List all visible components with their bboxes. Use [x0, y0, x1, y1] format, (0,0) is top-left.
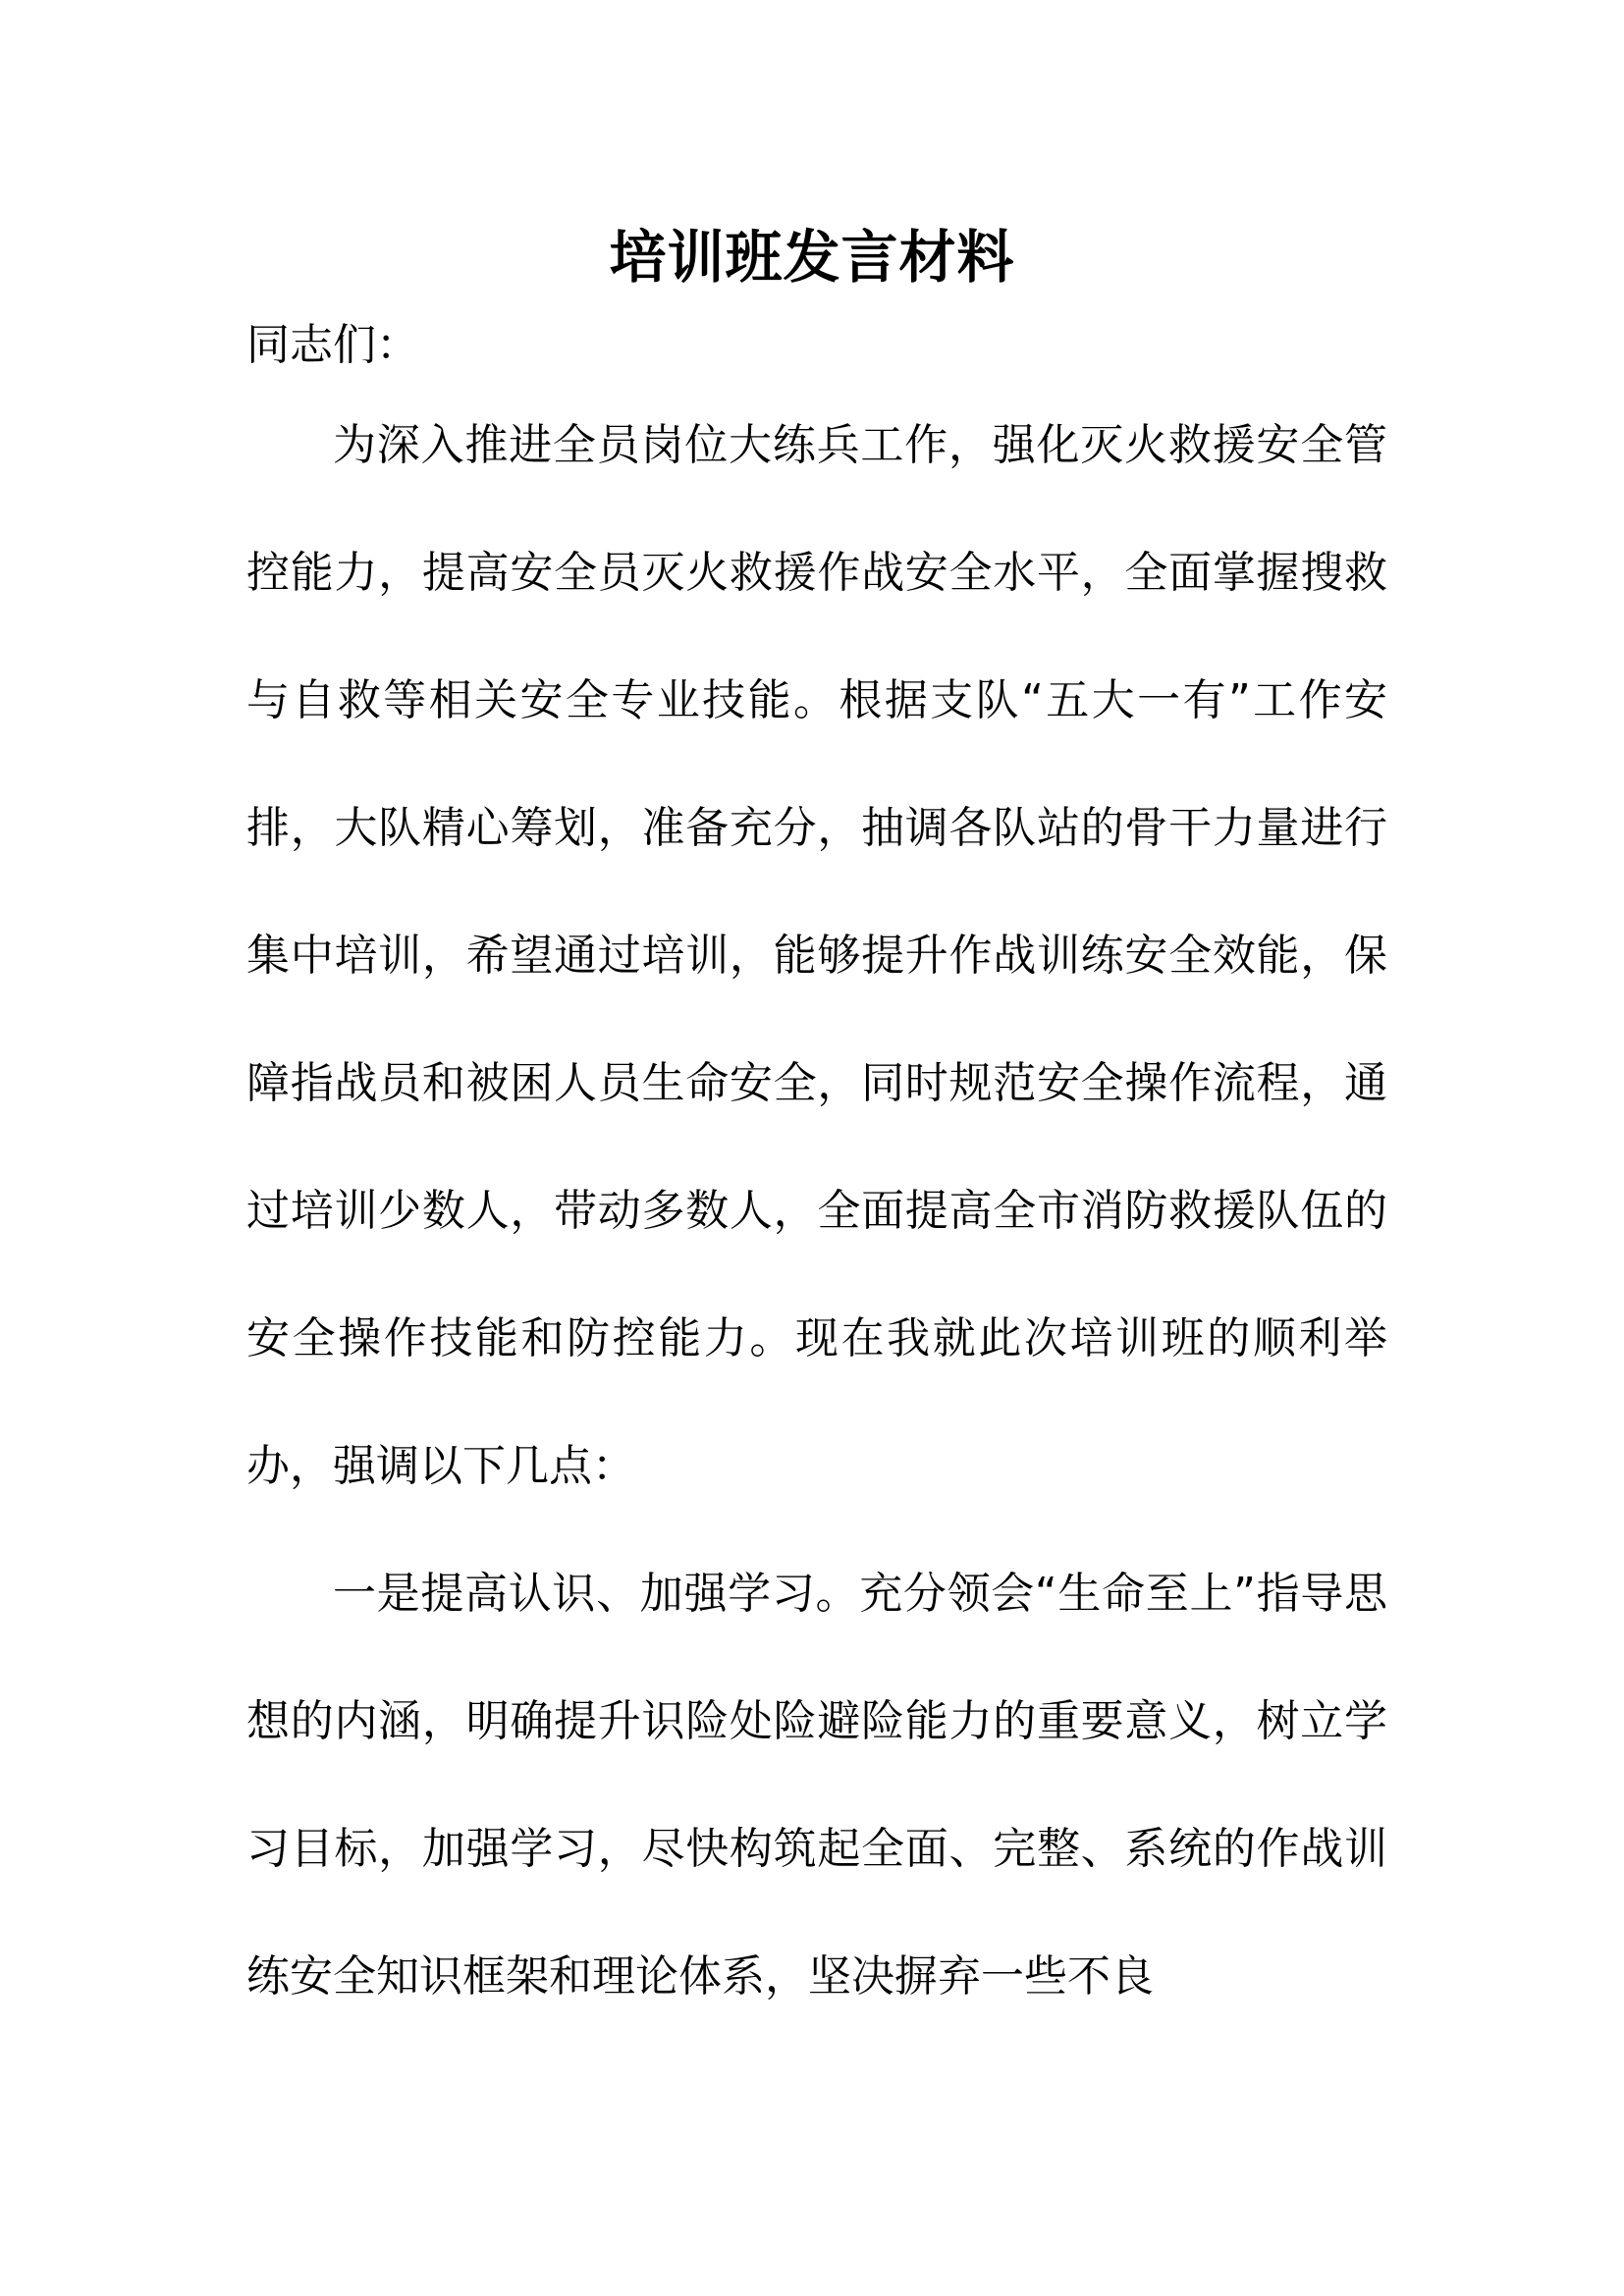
- paragraph-point-one: 一是提高认识、加强学习。充分领会“生命至上”指导思想的内涵，明确提升识险处险避险能力的重要意义，树立学习目标，加强学习，尽快构筑起全面、完整、系统的作战训练安全知识框架和理论体系，坚决摒弃一些不良: [246, 1569, 1387, 2002]
- document-body: [246, 309, 1387, 2041]
- document-title: 培训班发言材料: [609, 224, 1015, 291]
- salutation: 同志们：: [246, 320, 419, 370]
- paragraph-intro: 为深入推进全员岗位大练兵工作，强化灭火救援安全管控能力，提高安全员灭火救援作战安全水平，全面掌握搜救与自救等相关安全专业技能。根据支队“五大一有”工作安排，大队精心筹划，准备充分，抽调各队站的骨干力量进行集中培训，希望通过培训，能够提升作战训练安全效能，保障指战员和被困人员生命安全，同时规范安全操作流程，通过培训少数人，带动多数人，全面提高全市消防救援队伍的安全操作技能和防控能力。现在我就此次培训班的顺利举办，强调以下几点：: [246, 420, 1387, 1491]
